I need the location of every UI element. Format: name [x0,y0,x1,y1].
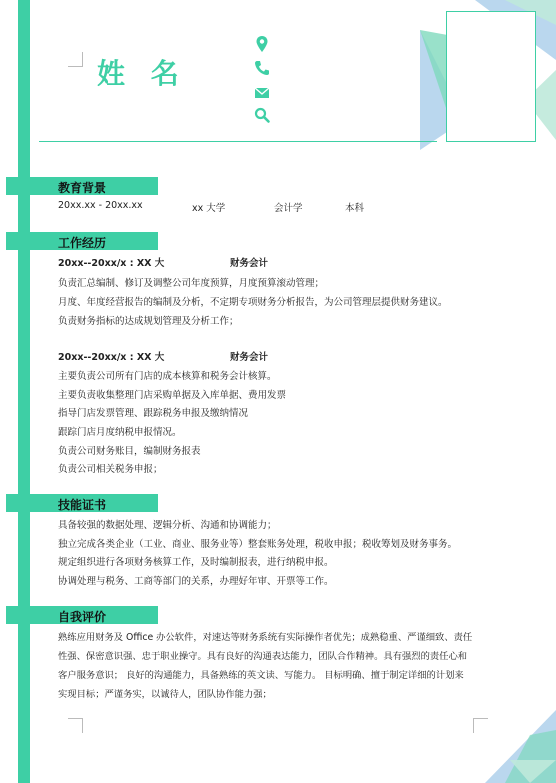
skill-line: 独立完成各类企业（工业、商业、服务业等）整套账务处理，税收申报；税收筹划及财务事务。 [58,539,458,550]
corner-mark-top-left [68,52,83,67]
job-duty-line: 负责汇总编制、修订及调整公司年度预算，月度预算滚动管理； [58,278,325,289]
job-duty-line: 负责财务指标的达成规划管理及分析工作； [58,316,239,327]
left-accent-bar [18,0,30,783]
education-degree: 本科 [345,203,365,214]
education-major: 会计学 [274,203,303,214]
resume-name: 姓 名 [97,57,187,90]
job-duty-line: 跟踪门店月度纳税申报情况。 [58,427,182,438]
job-period: 20xx--20xx/x : XX 大 [58,352,165,363]
job-duty-line: 主要负责收集整理门店采购单据及入库单据、费用发票 [58,390,287,401]
self-eval-line: 熟练应用财务及 Office 办公软件，对速达等财务系统有实际操作者优先；成熟稳重、严谨细致、责任 [58,632,473,643]
job-position: 财务会计 [230,258,269,269]
section-title-work: 工作经历 [58,236,107,250]
education-period: 20xx.xx - 20xx.xx [58,200,143,211]
job-duty-line: 指导门店发票管理、跟踪税务申报及缴纳情况 [58,408,249,419]
self-eval-line: 客户服务意识； 良好的沟通能力，具备熟练的英文读、写能力。 目标明确、擅于制定详细的计划来 [58,670,464,681]
job-duty-line: 月度、年度经营报告的编制及分析，不定期专项财务分析报告，为公司管理层提供财务建议。 [58,297,448,308]
job-duty-line: 负责公司财务账目，编制财务报表 [58,446,201,457]
section-title-skills: 技能证书 [58,498,107,512]
job-position: 财务会计 [230,352,269,363]
skill-line: 协调处理与税务、工商等部门的关系，办理好年审、开票等工作。 [58,576,334,587]
job-duty-line: 负责公司相关税务申报； [58,464,163,475]
self-eval-line: 性强、保密意识强、忠于职业操守。具有良好的沟通表达能力，团队合作精神。具有强烈的责任心和 [58,651,468,662]
email-icon [253,84,271,102]
job-period: 20xx--20xx/x : XX 大 [58,258,165,269]
skill-line: 具备较强的数据处理、逻辑分析、沟通和协调能力； [58,520,277,531]
section-title-education: 教育背景 [58,181,107,195]
corner-mark-bottom-right [473,718,488,733]
skill-line: 规定组织进行各项财务核算工作，及时编制报表，进行纳税申报。 [58,557,334,568]
location-icon [253,35,271,53]
education-school: xx 大学 [192,203,226,214]
header-divider [39,141,437,142]
decor-triangles-bottom [470,700,556,783]
section-title-self: 自我评价 [58,610,107,624]
corner-mark-bottom-left [68,718,83,733]
phone-icon [253,59,271,77]
photo-frame [446,11,536,142]
job-duty-line: 主要负责公司所有门店的成本核算和税务会计核算。 [58,371,277,382]
search-icon [253,106,271,124]
self-eval-line: 实现目标；严谨务实，以诚待人，团队协作能力强； [58,689,272,700]
